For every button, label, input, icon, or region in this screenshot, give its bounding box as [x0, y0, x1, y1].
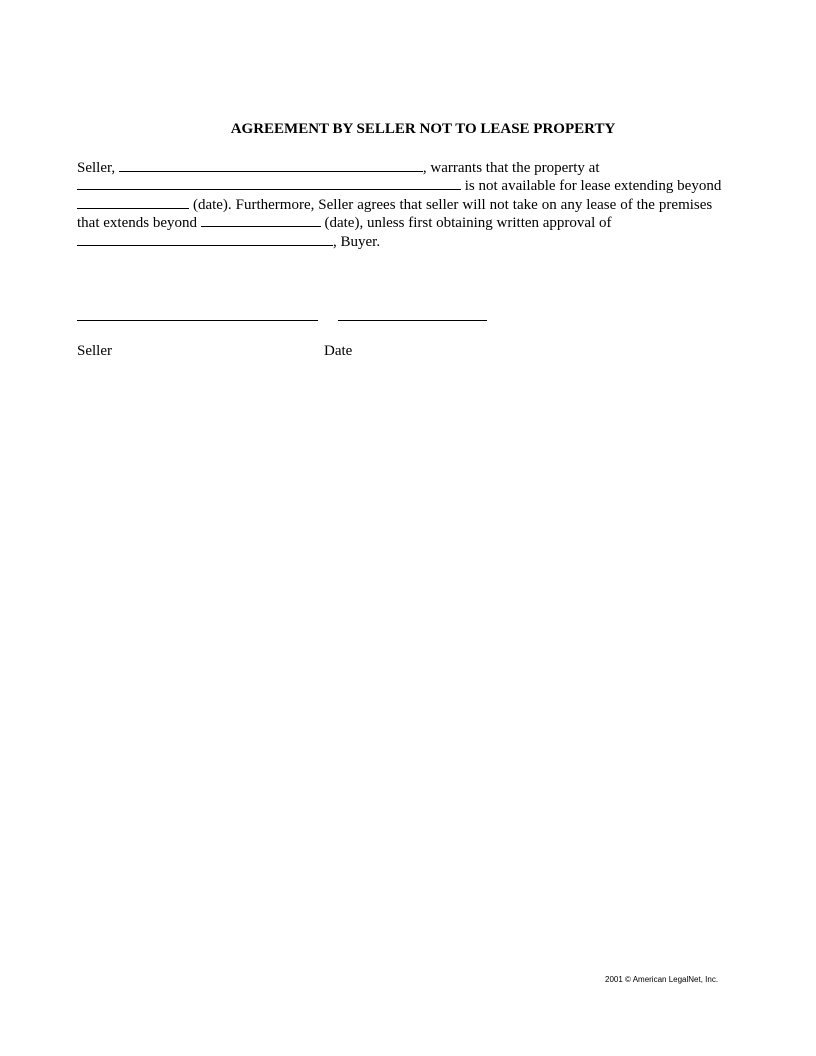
text: , Buyer.	[333, 234, 381, 250]
seller-signature-line[interactable]	[77, 320, 318, 321]
extend-date-blank[interactable]	[201, 213, 321, 227]
paragraph-line-5	[77, 232, 380, 250]
date-signature-label: Date	[324, 343, 353, 359]
text: (date). Furthermore, Seller agrees that seller will not take on any lease of the premises	[192, 197, 713, 213]
text: (date), unless first obtaining written approval of	[324, 215, 612, 231]
seller-label: Seller,	[77, 160, 116, 176]
buyer-name-blank[interactable]	[77, 232, 333, 246]
copyright-footer: 2001 © American LegalNet, Inc.	[605, 975, 719, 984]
property-address-blank[interactable]	[77, 176, 461, 190]
lease-date-blank[interactable]	[77, 195, 189, 209]
paragraph-line-1	[77, 158, 600, 176]
text: is not available for lease extending beyond	[464, 178, 722, 194]
seller-name-blank[interactable]	[119, 158, 423, 172]
paragraph-line-3	[77, 195, 712, 213]
paragraph-line-4	[77, 213, 612, 231]
text: that extends beyond	[77, 215, 197, 231]
paragraph-line-2	[77, 176, 721, 194]
document-title: AGREEMENT BY SELLER NOT TO LEASE PROPERTY	[230, 121, 616, 137]
date-signature-line[interactable]	[338, 320, 487, 321]
text: , warrants that the property at	[422, 160, 600, 176]
seller-signature-label: Seller	[77, 343, 112, 359]
